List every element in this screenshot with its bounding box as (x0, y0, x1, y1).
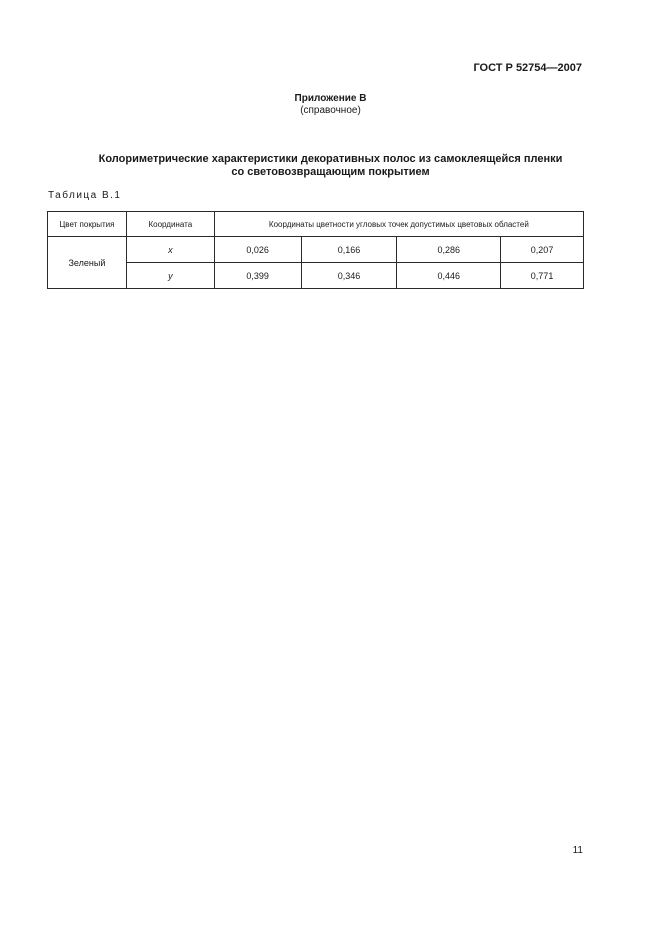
appendix-type: (справочное) (300, 105, 361, 116)
table-header-row (48, 212, 584, 237)
header-points: Координаты цветности угловых точек допустимых цветовых областей (214, 212, 583, 237)
cell-value: 0,399 (214, 263, 301, 289)
section-title-line1: Колориметрические характеристики декоративных полос из самоклеящейся пленки (98, 153, 563, 165)
cell-value: 0,207 (501, 237, 584, 263)
header-color: Цвет покрытия (48, 212, 127, 237)
page-number: 11 (572, 845, 583, 856)
cell-coord: x (126, 237, 214, 263)
section-title-line2: со световозвращающим покрытием (231, 166, 430, 178)
cell-value: 0,771 (501, 263, 584, 289)
chromaticity-table (47, 211, 584, 289)
cell-value: 0,346 (301, 263, 397, 289)
table-row (48, 237, 584, 263)
cell-coord: y (126, 263, 214, 289)
cell-color-name: Зеленый (48, 237, 127, 289)
cell-value: 0,286 (397, 237, 501, 263)
cell-value: 0,026 (214, 237, 301, 263)
appendix-title: Приложение В (294, 93, 367, 104)
document-code: ГОСТ Р 52754—2007 (473, 62, 582, 74)
table-row (48, 263, 584, 289)
cell-value: 0,446 (397, 263, 501, 289)
table-label: Таблица В.1 (48, 190, 122, 201)
cell-value: 0,166 (301, 237, 397, 263)
header-coordinate: Координата (126, 212, 214, 237)
